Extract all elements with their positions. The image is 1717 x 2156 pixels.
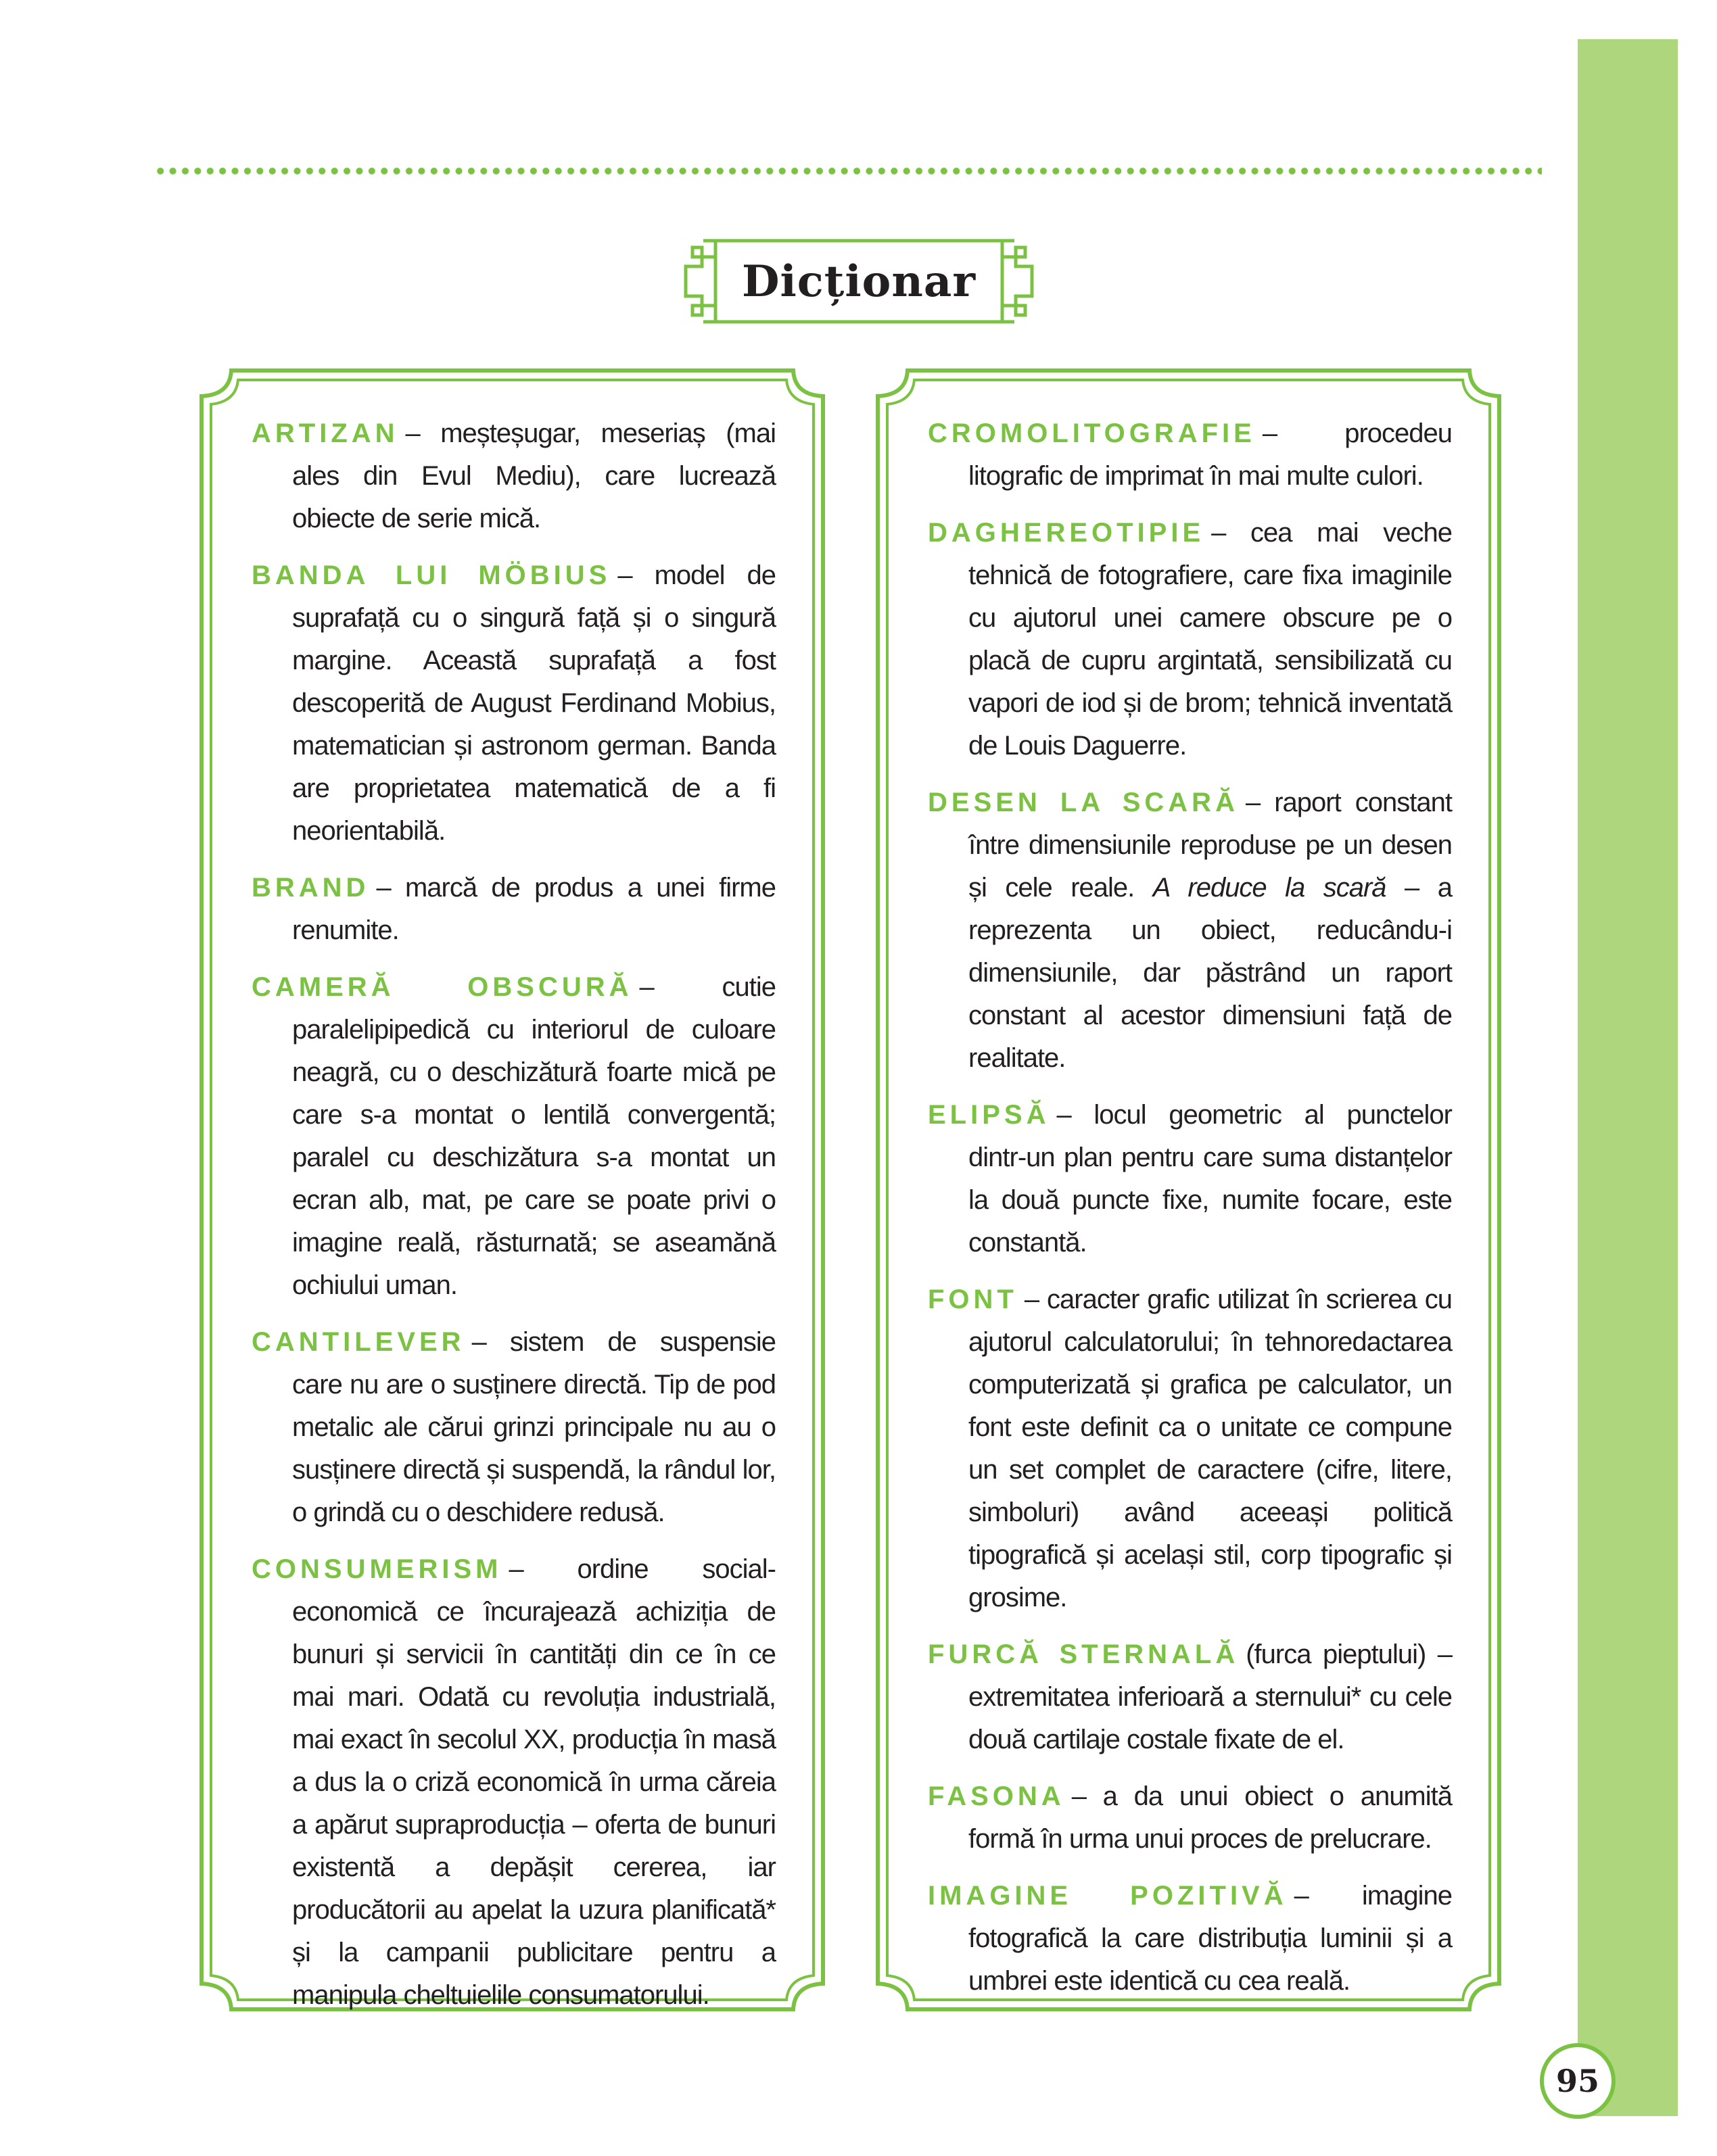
entry-italic-phrase: A reduce la scară xyxy=(1152,873,1386,903)
entry-definition: – imagine fotografică la care distribuția luminii și a umbrei este identică cu cea reală. xyxy=(968,1881,1452,1996)
dictionary-entry xyxy=(928,1633,1452,1761)
side-color-strip xyxy=(1578,39,1678,2116)
entry-definition: – a da unui obiect o anumită formă în urma unui proces de prelucrare. xyxy=(968,1781,1452,1854)
entry-term: FASONA xyxy=(928,1781,1065,1811)
entry-term: FONT xyxy=(928,1285,1018,1314)
entry-definition: – cutie paralelipipedică cu interiorul de culoare neagră, cu o deschizătură foarte mică pe care s-a montat o lentilă convergentă; paralel cu deschizătura s-a montat un ecran alb, mat, pe care se poate privi o imagine reală, răsturnată; se aseamănă ochiului uman. xyxy=(292,972,776,1300)
dictionary-entry xyxy=(928,1875,1452,2003)
entry-term: DAGHEREOTIPIE xyxy=(928,518,1205,548)
dictionary-entry xyxy=(252,1548,776,2017)
entry-definition: – caracter grafic utilizat în scrierea cu ajutorul calculatorului; în tehnoredactarea computerizată și grafica pe calculator, un font este definit ca o unitate ce compune un set complet de caractere (cifre, litere, simboluri) având aceeași politică tipografică și același stil, corp tipografic și grosime. xyxy=(968,1285,1452,1612)
entry-definition: – marcă de produs a unei firme renumite. xyxy=(292,873,776,945)
entry-term: CONSUMERISM xyxy=(252,1554,502,1584)
entry-term: ARTIZAN xyxy=(252,418,399,448)
dictionary-entry xyxy=(252,867,776,952)
title-box xyxy=(683,227,1035,335)
entry-definition: – sistem de suspensie care nu are o susținere directă. Tip de pod metalic ale cărui grinzi principale nu au o susținere directă și suspendă, la rândul lor, o grindă cu o deschidere redusă. xyxy=(292,1327,776,1527)
entry-term: DESEN LA SCARĂ xyxy=(928,788,1239,817)
entry-term: BRAND xyxy=(252,873,370,903)
entry-term: CANTILEVER xyxy=(252,1327,465,1357)
page-number: 95 xyxy=(1540,2043,1616,2119)
dictionary-entry xyxy=(928,1775,1452,1861)
dictionary-entry xyxy=(928,412,1452,498)
entry-definition: – a reprezenta un obiect, reducându-i dimensiunile, dar păstrând un raport constant al acestor dimensiuni față de realitate. xyxy=(968,873,1452,1073)
entry-term: BANDA LUI MÖBIUS xyxy=(252,560,611,590)
entry-definition: – meșteșugar, meseriaș (mai ales din Evul Mediu), care lucrează obiecte de serie mică. xyxy=(292,418,776,533)
dictionary-entry xyxy=(928,782,1452,1080)
dotted-divider xyxy=(154,166,1542,176)
dictionary-entry xyxy=(928,512,1452,767)
dictionary-entry xyxy=(252,1321,776,1534)
entry-term: CROMOLITOGRAFIE xyxy=(928,418,1256,448)
entry-term: FURCĂ STERNALĂ xyxy=(928,1639,1240,1669)
entry-definition: – model de suprafață cu o singură față și o singură margine. Această suprafață a fost descoperită de August Ferdinand Mobius, matematician și astronom german. Banda are proprietatea matematică de a fi neorientabilă. xyxy=(292,560,776,846)
entry-definition: – ordine social-economică ce încurajează achiziția de bunuri și servicii în cantități din ce în ce mai mari. Odată cu revoluția industrială, mai exact în secolul XX, producția în masă a dus la o criză economică în urma căreia a apărut supraproducția – oferta de bunuri existentă a depășit cererea, iar producătorii au apelat la uzura planificată* și la campanii publicitare pentru a manipula cheltuielile consumatorului. xyxy=(292,1554,776,2010)
entry-definition: – locul geometric al punctelor dintr-un plan pentru care suma distanțelor la două puncte fixe, numite focare, este constantă. xyxy=(968,1100,1452,1257)
entry-term: CAMERĂ OBSCURĂ xyxy=(252,972,633,1002)
entry-definition: – raport constant între dimensiunile reproduse pe un desen și cele reale. xyxy=(968,788,1452,903)
entry-term: IMAGINE POZITIVĂ xyxy=(928,1881,1288,1911)
dictionary-entry xyxy=(252,412,776,540)
entry-definition: – procedeu litografic de imprimat în mai multe culori. xyxy=(968,418,1452,491)
entry-term: ELIPSĂ xyxy=(928,1100,1050,1130)
entry-definition: (furca pieptului) – extremitatea inferioară a sternului* cu cele două cartilaje costale fixate de el. xyxy=(968,1639,1452,1754)
entry-definition: – cea mai veche tehnică de fotografiere, care fixa imaginile cu ajutorul unei camere obscure pe o placă de cupru argintată, sensibilizată cu vapori de iod și de brom; tehnică inventată de Louis Daguerre. xyxy=(968,518,1452,761)
dictionary-entry xyxy=(252,966,776,1307)
page-title: Dicționar xyxy=(741,256,977,307)
left-column xyxy=(252,412,776,2031)
right-column xyxy=(928,412,1452,2017)
dictionary-entry xyxy=(928,1278,1452,1619)
dictionary-entry xyxy=(928,1094,1452,1264)
dictionary-entry xyxy=(252,554,776,853)
